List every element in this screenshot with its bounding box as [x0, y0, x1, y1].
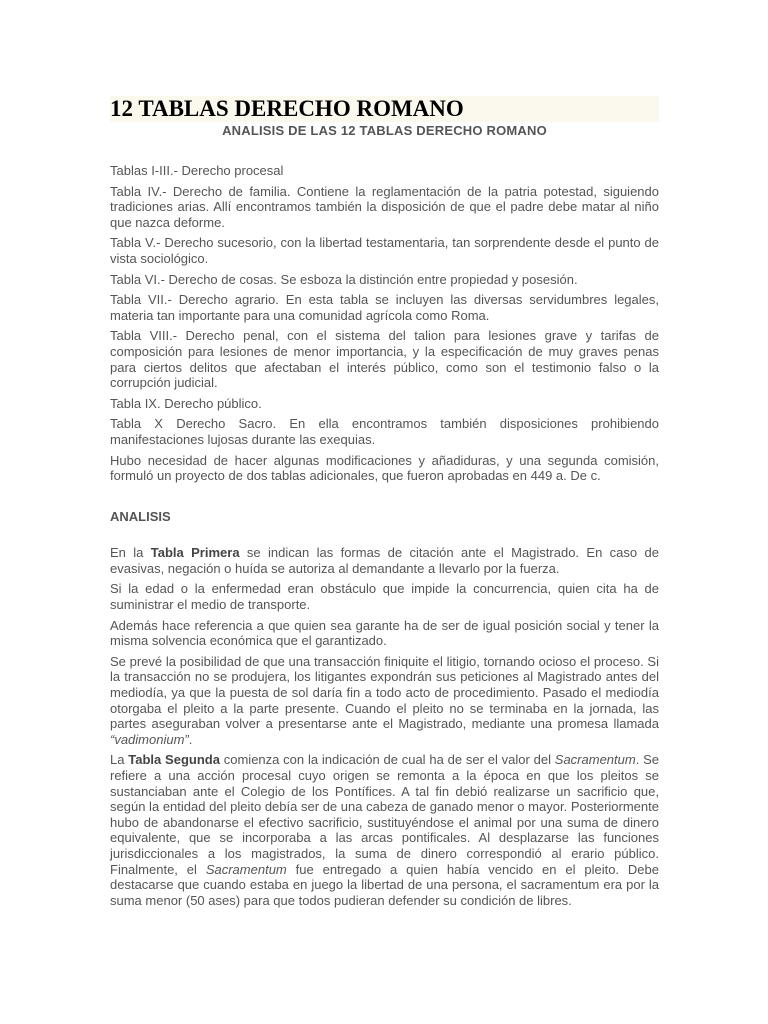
document-page	[110, 96, 659, 913]
intro-paragraph: Tabla IV.- Derecho de familia. Contiene la reglamentación de la patria potestad, siguiendo tradiciones arias. Allí encontramos también la disposición de que el padre debe matar al niño que nazca deforme.	[110, 183, 659, 230]
analysis-paragraph	[110, 654, 659, 748]
analysis-heading: ANALISIS	[110, 508, 171, 524]
text-run: . Se refiere a una acción procesal cuyo origen se remonta a la época en que los pleitos se sustanciaban ante el Colegio de los Pontífices. A tal fin debió realizarse un sacrificio que, según la entidad del pleito debía ser de una cabeza de ganado menor o mayor. Posteriormente hubo de abandonarse el efectivo sacrificio, sustituyéndose el animal por una suma de dinero equivalente, que se incorporaba a las arcas pontificales. Al desplazarse las funciones jurisdiccionales a los magistrados, la suma de dinero correspondió al erario público. Finalmente, el	[110, 752, 660, 877]
intro-paragraph: Tabla IX. Derecho público.	[110, 395, 262, 411]
text-run: Se prevé la posibilidad de que una transacción finiquite el litigio, tornando ocioso el proceso. Si la transacción no se produjera, los litigantes expondrán sus peticiones al Magistrado antes del mediodía, ya que la puesta de sol daría fin a todo acto de procedimiento. Pasado el mediodía otorgaba el pleito a la parte presente. Cuando el pleito no se terminaba en la jornada, las partes aseguraban volver a presentarse ante el Magistrado, mediante una promesa llamada	[110, 653, 659, 732]
bold-term: Tabla Segunda	[128, 752, 220, 768]
intro-paragraph: Tabla V.- Derecho sucesorio, con la libertad testamentaria, tan sorprendente desde el punto de vista sociológico.	[110, 235, 659, 266]
analysis-paragraph: Además hace referencia a que quien sea garante ha de ser de igual posición social y tener la misma solvencia económica que el garantizado.	[110, 617, 659, 649]
text-run: .	[188, 731, 193, 747]
analysis-paragraph: Si la edad o la enfermedad eran obstáculo que impide la concurrencia, quien cita ha de suministrar el medio de transporte.	[110, 581, 659, 613]
intro-paragraph: Tabla X Derecho Sacro. En ella encontramos también disposiciones prohibiendo manifestaciones lujosas durante las exequias.	[110, 416, 659, 447]
document-subtitle: ANALISIS DE LAS 12 TABLAS DERECHO ROMANO	[222, 123, 547, 138]
intro-paragraph: Tabla VIII.- Derecho penal, con el sistema del talion para lesiones grave y tarifas de composición para lesiones de menor importancia, y la especificación de muy graves penas para ciertos delitos que afectaban el interés público, como son el testimonio falso o la corrupción judicial.	[110, 328, 659, 391]
intro-paragraph: Tabla VI.- Derecho de cosas. Se esboza la distinción entre propiedad y posesión.	[110, 271, 578, 287]
intro-paragraph: Tablas I-III.- Derecho procesal	[110, 163, 284, 178]
analysis-paragraph	[110, 752, 659, 908]
bold-term: Tabla Primera	[150, 545, 240, 561]
analysis-paragraph	[110, 545, 659, 576]
intro-paragraph: Hubo necesidad de hacer algunas modificaciones y añadiduras, y una segunda comisión, formuló un proyecto de dos tablas adicionales, que fueron aprobadas en 449 a. De c.	[110, 452, 659, 484]
intro-paragraph: Tabla VII.- Derecho agrario. En esta tabla se incluyen las diversas servidumbres legales, materia tan importante para una comunidad agrícola como Roma.	[110, 292, 659, 323]
italic-term: Sacramentum	[554, 752, 636, 768]
text-run: fue entregado a quien había vencido en el pleito. Debe destacarse que cuando estaba en juego la libertad de una persona, el sacramentum era por la suma menor (50 ases) para que todos pudieran defender su condición de libres.	[110, 861, 660, 908]
italic-term: “vadimonium”	[110, 731, 189, 747]
text-run: comienza con la indicación de cual ha de ser el valor del	[219, 752, 555, 768]
text-run: En la	[110, 545, 151, 561]
italic-term: Sacramentum	[205, 861, 287, 877]
text-run: La	[110, 752, 129, 768]
document-title: 12 TABLAS DERECHO ROMANO	[110, 96, 659, 122]
text-run: se indican las formas de citación ante el Magistrado. En caso de evasivas, negación o huída se autoriza al demandante a llevarlo por la fuerza.	[110, 545, 659, 576]
